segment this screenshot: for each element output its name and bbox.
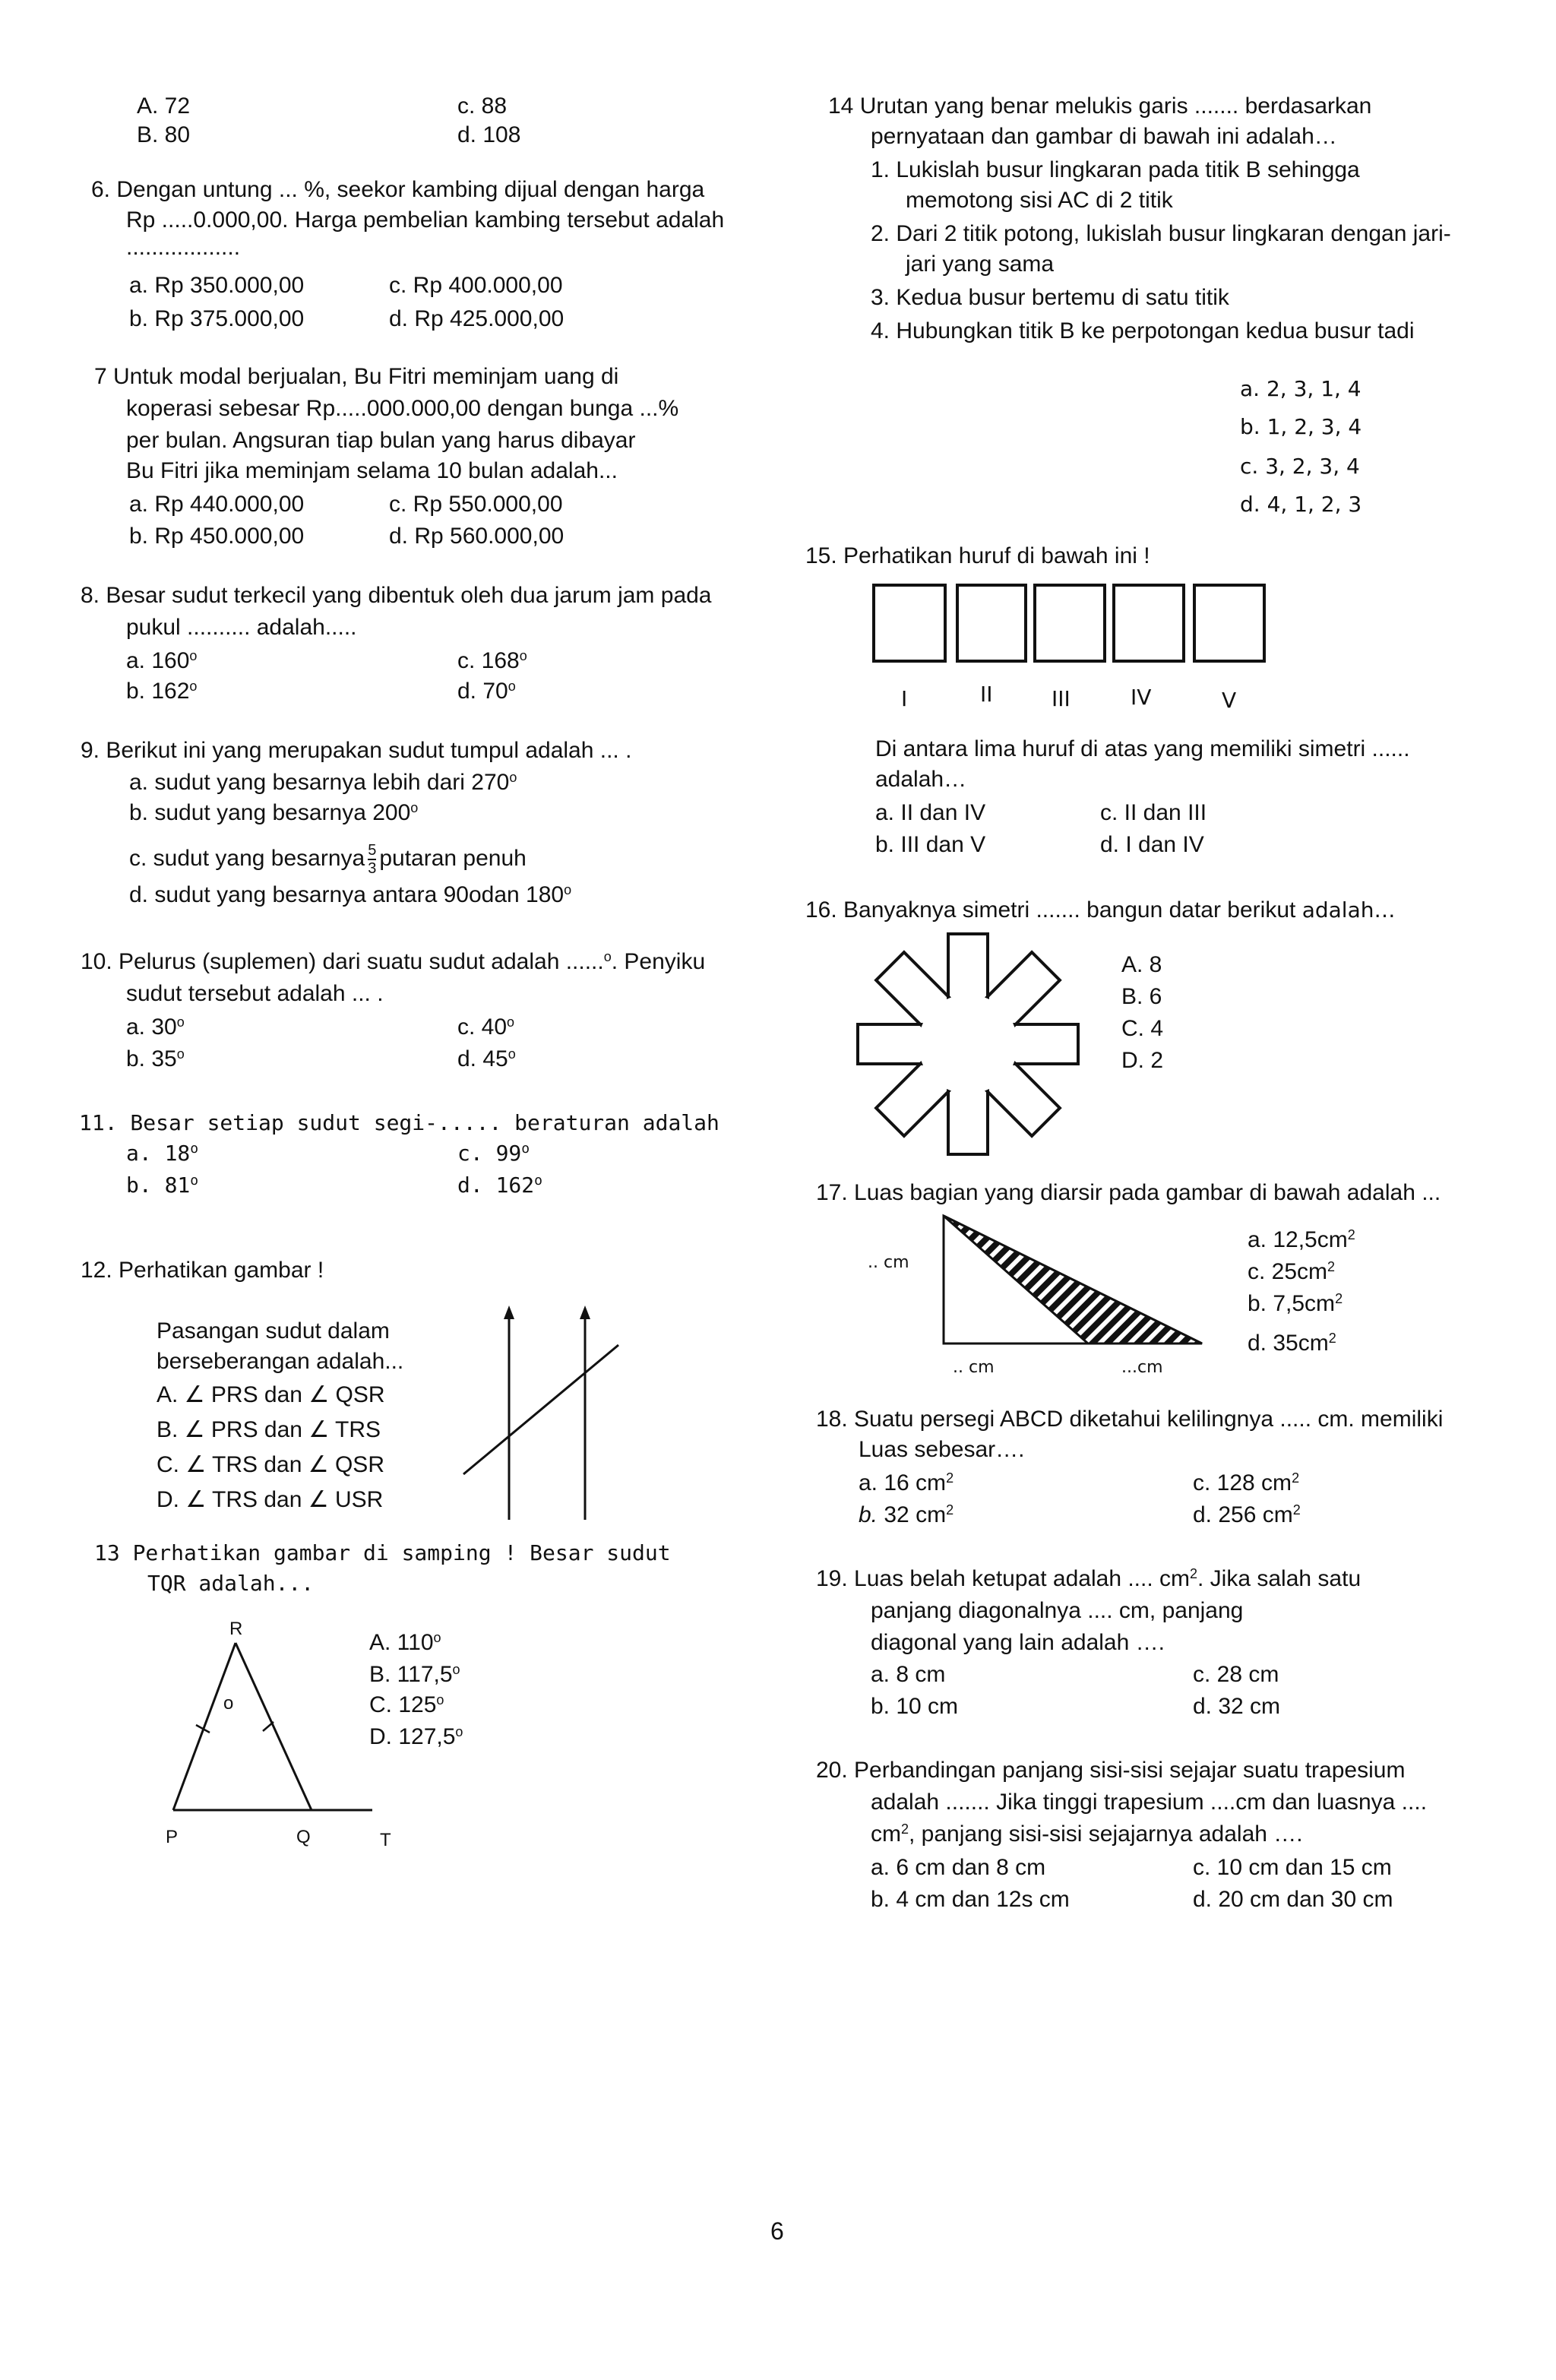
q11-stem: 11. Besar setiap sudut segi-..... beraturan adalah — [79, 1110, 719, 1135]
q12-option-b: B. ∠ PRS dan ∠ TRS — [157, 1417, 381, 1442]
q14-step3: 3. Kedua busur bertemu di satu titik — [871, 285, 1229, 310]
q9-fraction: $\frac{5}{3}$ — [368, 842, 377, 877]
q14-option-c: c. 3, 2, 3, 4 — [1240, 454, 1360, 479]
q20-stem-line1: 20. Perbandingan panjang sisi-sisi sejajar suatu trapesium — [816, 1758, 1406, 1783]
q17-bottom-right-length-label: ...cm — [1121, 1358, 1163, 1377]
q18-option-d: d. 256 $cm^2$ — [1193, 1502, 1301, 1527]
q8-stem-line1: 8. Besar sudut terkecil yang dibentuk oleh dua jarum jam pada — [81, 583, 712, 608]
q14-step2-line2: jari yang sama — [906, 252, 1055, 277]
q13-option-d: D. 127,5$^o$ — [369, 1724, 463, 1749]
q16-option-c: C. 4 — [1121, 1016, 1164, 1041]
q19-stem-line3: diagonal yang lain adalah …. — [871, 1630, 1165, 1655]
q15-label-5: V — [1222, 688, 1237, 713]
q9-stem: 9. Berikut ini yang merupakan sudut tumpul adalah ... . — [81, 738, 632, 763]
q17-option-d: d. $35cm^2$ — [1248, 1331, 1336, 1356]
q12-text-line2: berseberangan adalah... — [157, 1349, 404, 1374]
q12-parallel-lines-figure — [448, 1299, 623, 1527]
q19-option-a: a. 8 cm — [871, 1662, 946, 1687]
q8-option-c: c. 168$^o$ — [457, 648, 527, 673]
q5-option-a: A. 72 — [137, 93, 191, 119]
q9-option-c: c. sudut yang besarnya $\frac{5}{3}$ putaran penuh — [129, 842, 527, 877]
q11-option-b: b. 81$^o$ — [126, 1173, 199, 1198]
q11-option-a: a. 18$^o$ — [126, 1141, 199, 1166]
q17-bottom-left-length-label: .. cm — [953, 1358, 995, 1377]
q6-option-d: d. Rp 425.000,00 — [389, 306, 565, 331]
q16-option-d: D. 2 — [1121, 1048, 1164, 1073]
q16-option-b: B. 6 — [1121, 984, 1162, 1009]
star-outline — [858, 934, 1078, 1154]
q7-option-c: c. Rp 550.000,00 — [389, 492, 563, 517]
q13-stem-line1: 13 Perhatikan gambar di samping ! Besar sudut — [94, 1540, 671, 1565]
q7-option-a: a. Rp 440.000,00 — [129, 492, 305, 517]
q18-option-c: c. 128 $cm^2$ — [1193, 1470, 1300, 1495]
q13-stem-line2: TQR adalah... — [147, 1571, 315, 1596]
q7-option-b: b. Rp 450.000,00 — [129, 524, 305, 549]
q10-stem-line2: sudut tersebut adalah ... . — [126, 981, 384, 1006]
q15-stem: 15. Perhatikan huruf di bawah ini ! — [805, 543, 1150, 568]
q17-option-c: c. $25cm^2$ — [1248, 1259, 1336, 1284]
q14-step1-line1: 1. Lukislah busur lingkaran pada titik B sehingga — [871, 157, 1360, 182]
q7-stem-line4: Bu Fitri jika meminjam selama 10 bulan adalah... — [126, 458, 618, 483]
q15-label-1: I — [901, 686, 908, 711]
q12-option-c: C. ∠ TRS dan ∠ QSR — [157, 1452, 384, 1477]
q9-option-b: b. sudut yang besarnya 200$^o$ — [129, 800, 419, 825]
q12-stem: 12. Perhatikan gambar ! — [81, 1258, 324, 1283]
q15-label-2: II — [980, 682, 993, 707]
q16-option-a: A. 8 — [1121, 952, 1162, 977]
q13-option-a: A. 110$^o$ — [369, 1630, 441, 1655]
q10-option-a: a. 30$^o$ — [126, 1014, 185, 1040]
q19-option-b: b. 10 cm — [871, 1694, 959, 1719]
q7-stem-line2: koperasi sebesar Rp.....000.000,00 dengan bunga ...% — [126, 396, 679, 421]
q13-label-T: T — [380, 1830, 391, 1850]
q15-label-4: IV — [1131, 685, 1152, 710]
q14-step1-line2: memotong sisi AC di 2 titik — [906, 188, 1173, 213]
q17-left-length-label: .. cm — [868, 1253, 909, 1272]
q8-option-d: d. 70$^o$ — [457, 679, 516, 704]
q12-option-d: D. ∠ TRS dan ∠ USR — [157, 1487, 384, 1512]
q10-stem-line1: 10. Pelurus (suplemen) dari suatu sudut adalah ......$^o$. Penyiku — [81, 949, 706, 974]
q11-option-d: d. 162$^o$ — [457, 1173, 542, 1198]
q15-letter-boxes-figure — [872, 584, 1275, 667]
q6-stem-line1: 6. Dengan untung ... %, seekor kambing dijual dengan harga — [91, 177, 705, 202]
q12-text-line1: Pasangan sudut dalam — [157, 1318, 390, 1343]
q20-stem-line3: $cm^2$, panjang sisi-sisi sejajarnya adalah …. — [871, 1821, 1303, 1847]
q14-step2-line1: 2. Dari 2 titik potong, lukislah busur lingkaran dengan jari- — [871, 221, 1451, 246]
q19-stem-line1: 19. Luas belah ketupat adalah .... $cm^2$. Jika salah satu — [816, 1566, 1362, 1591]
q14-step4: 4. Hubungkan titik B ke perpotongan kedua busur tadi — [871, 318, 1415, 343]
q15-question-line2: adalah… — [875, 767, 967, 792]
q14-option-b: b. 1, 2, 3, 4 — [1240, 414, 1362, 439]
q5-option-d: d. 108 — [457, 122, 521, 147]
q14-stem-line2: pernyataan dan gambar di bawah ini adalah… — [871, 124, 1337, 149]
q18-option-b: b. 32 $cm^2$ — [859, 1502, 954, 1527]
q20-option-d: d. 20 cm dan 30 cm — [1193, 1887, 1393, 1912]
q19-option-c: c. 28 cm — [1193, 1662, 1279, 1687]
page-number: 6 — [770, 2217, 784, 2245]
q13-label-R: R — [229, 1619, 243, 1639]
q8-option-a: a. 160$^o$ — [126, 648, 198, 673]
q18-option-a: a. 16 $cm^2$ — [859, 1470, 954, 1495]
q19-option-d: d. 32 cm — [1193, 1694, 1281, 1719]
q13-option-b: B. 117,5$^o$ — [369, 1662, 460, 1687]
q8-option-b: b. 162$^o$ — [126, 679, 198, 704]
q15-question-line1: Di antara lima huruf di atas yang memiliki simetri ...... — [875, 736, 1410, 761]
q8-stem-line2: pukul .......... adalah..... — [126, 615, 357, 640]
q15-option-c: c. II dan III — [1100, 800, 1207, 825]
q6-stem-line3: .................. — [126, 235, 241, 260]
q20-option-a: a. 6 cm dan 8 cm — [871, 1855, 1046, 1880]
q13-option-c: C. 125$^o$ — [369, 1692, 444, 1717]
q7-option-d: d. Rp 560.000,00 — [389, 524, 565, 549]
q20-option-c: c. 10 cm dan 15 cm — [1193, 1855, 1392, 1880]
q7-stem-line1: 7 Untuk modal berjualan, Bu Fitri meminjam uang di — [94, 364, 619, 389]
q17-shaded-triangle-figure — [904, 1211, 1223, 1363]
q6-option-c: c. Rp 400.000,00 — [389, 273, 563, 298]
q14-option-a: a. 2, 3, 1, 4 — [1240, 376, 1362, 401]
q10-option-d: d. 45$^o$ — [457, 1046, 516, 1071]
q17-stem: 17. Luas bagian yang diarsir pada gambar di bawah adalah ... — [816, 1180, 1441, 1205]
q18-stem-line1: 18. Suatu persegi ABCD diketahui kelilingnya ..... cm. memiliki — [816, 1407, 1444, 1432]
q6-stem-line2: Rp .....0.000,00. Harga pembelian kambing tersebut adalah — [126, 207, 725, 233]
q7-stem-line3: per bulan. Angsuran tiap bulan yang harus dibayar — [126, 428, 636, 453]
q10-option-c: c. 40$^o$ — [457, 1014, 515, 1040]
q15-label-3: III — [1052, 686, 1071, 711]
q5-option-c: c. 88 — [457, 93, 508, 119]
q20-stem-line2: adalah ....... Jika tinggi trapesium ....cm dan luasnya .... — [871, 1790, 1428, 1815]
q19-stem-line2: panjang diagonalnya .... cm, panjang — [871, 1598, 1244, 1623]
q9-option-d: d. sudut yang besarnya antara 90odan 180$^o$ — [129, 882, 572, 907]
q6-option-a: a. Rp 350.000,00 — [129, 273, 305, 298]
q14-stem-line1: 14 Urutan yang benar melukis garis ....... berdasarkan — [828, 93, 1372, 119]
q5-option-b: B. 80 — [137, 122, 191, 147]
q18-stem-line2: Luas sebesar…. — [859, 1437, 1025, 1462]
q12-option-a: A. ∠ PRS dan ∠ QSR — [157, 1382, 385, 1407]
q11-option-c: c. 99$^o$ — [457, 1141, 530, 1166]
q10-option-b: b. 35$^o$ — [126, 1046, 185, 1071]
q16-star-shape-figure — [830, 929, 1103, 1157]
q6-option-b: b. Rp 375.000,00 — [129, 306, 305, 331]
q14-option-d: d. 4, 1, 2, 3 — [1240, 492, 1362, 517]
q15-option-b: b. III dan V — [875, 832, 986, 857]
q17-option-a: a. $12,5cm^2$ — [1248, 1227, 1355, 1252]
q13-label-Q: Q — [296, 1827, 311, 1847]
q13-angle-mark: o — [223, 1693, 234, 1714]
q16-stem: 16. Banyaknya simetri ....... bangun datar berikut adalah… — [805, 897, 1396, 923]
q15-option-d: d. I dan IV — [1100, 832, 1204, 857]
q9-option-a: a. sudut yang besarnya lebih dari 270$^o$ — [129, 770, 517, 795]
q17-option-b: b. $7,5cm^2$ — [1248, 1291, 1343, 1316]
q15-option-a: a. II dan IV — [875, 800, 986, 825]
q20-option-b: b. 4 cm dan 12s cm — [871, 1887, 1070, 1912]
q13-label-P: P — [166, 1827, 179, 1847]
